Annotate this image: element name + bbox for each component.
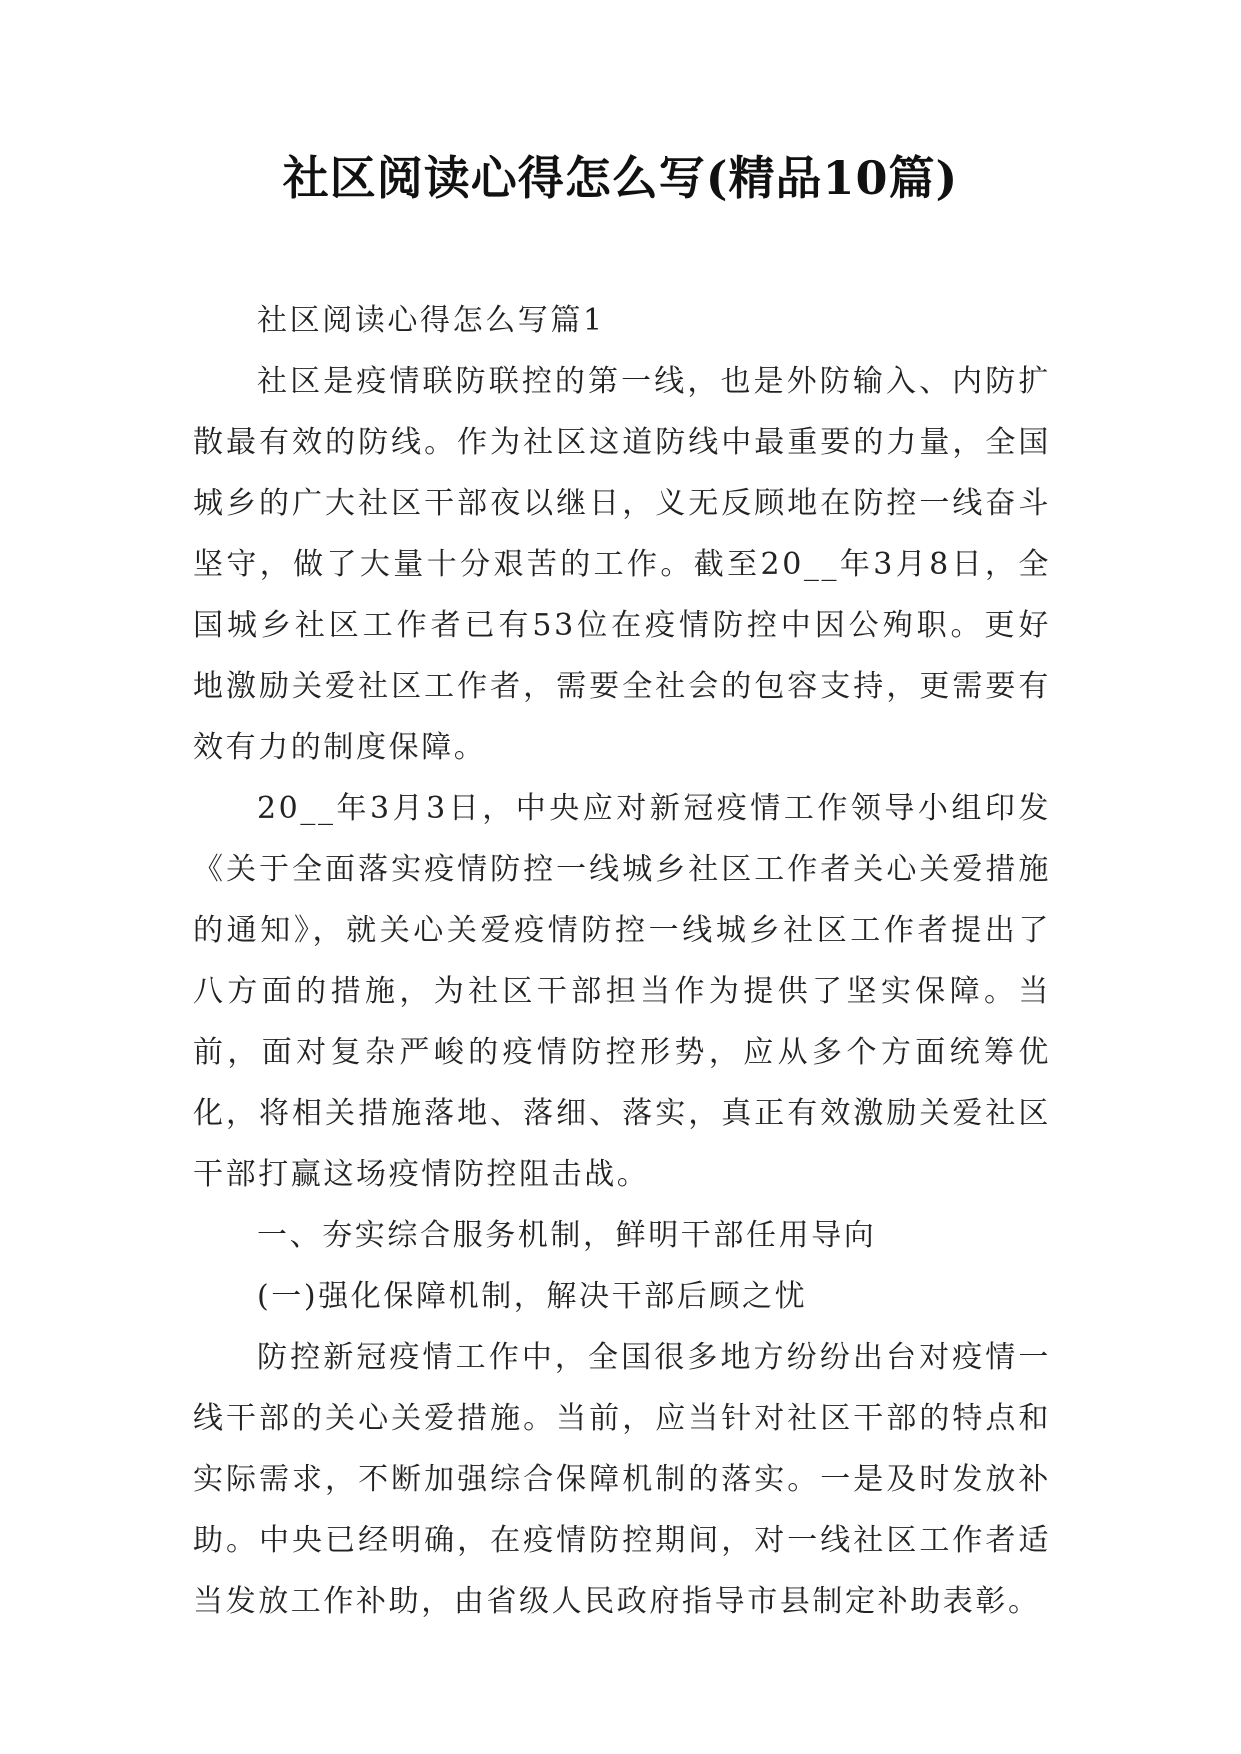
body-paragraph: 20__年3月3日，中央应对新冠疫情工作领导小组印发《关于全面落实疫情防控一线城乡社区工作者关心关爱措施的通知》，就关心关爱疫情防控一线城乡社区工作者提出了八方面的措施，为社区干部担当作为提供了坚实保障。当前，面对复杂严峻的疫情防控形势，应从多个方面统筹优化，将相关措施落地、落细、落实，真正有效激励关爱社区干部打赢这场疫情防控阻击战。: [193, 791, 1051, 1192]
document-title: 社区阅读心得怎么写(精品10篇): [282, 151, 959, 205]
body-paragraph: 防控新冠疫情工作中，全国很多地方纷纷出台对疫情一线干部的关心关爱措施。当前，应当针对社区干部的特点和实际需求，不断加强综合保障机制的落实。一是及时发放补助。中央已经明确，在疫情防控期间，对一线社区工作者适当发放工作补助，由省级人民政府指导市县制定补助表彰。: [193, 1340, 1051, 1619]
body-paragraph: 社区是疫情联防联控的第一线，也是外防输入、内防扩散最有效的防线。作为社区这道防线中最重要的力量，全国城乡的广大社区干部夜以继日，义无反顾地在防控一线奋斗坚守，做了大量十分艰苦的工作。截至20__年3月8日，全国城乡社区工作者已有53位在疫情防控中因公殉职。更好地激励关爱社区工作者，需要全社会的包容支持，更需要有效有力的制度保障。: [193, 364, 1051, 765]
section-heading: 社区阅读心得怎么写篇1: [257, 303, 605, 338]
subsection-heading: (一)强化保障机制，解决干部后顾之忧: [257, 1279, 808, 1314]
subsection-heading: 一、夯实综合服务机制，鲜明干部任用导向: [257, 1218, 877, 1253]
document-body: [193, 290, 1051, 1632]
